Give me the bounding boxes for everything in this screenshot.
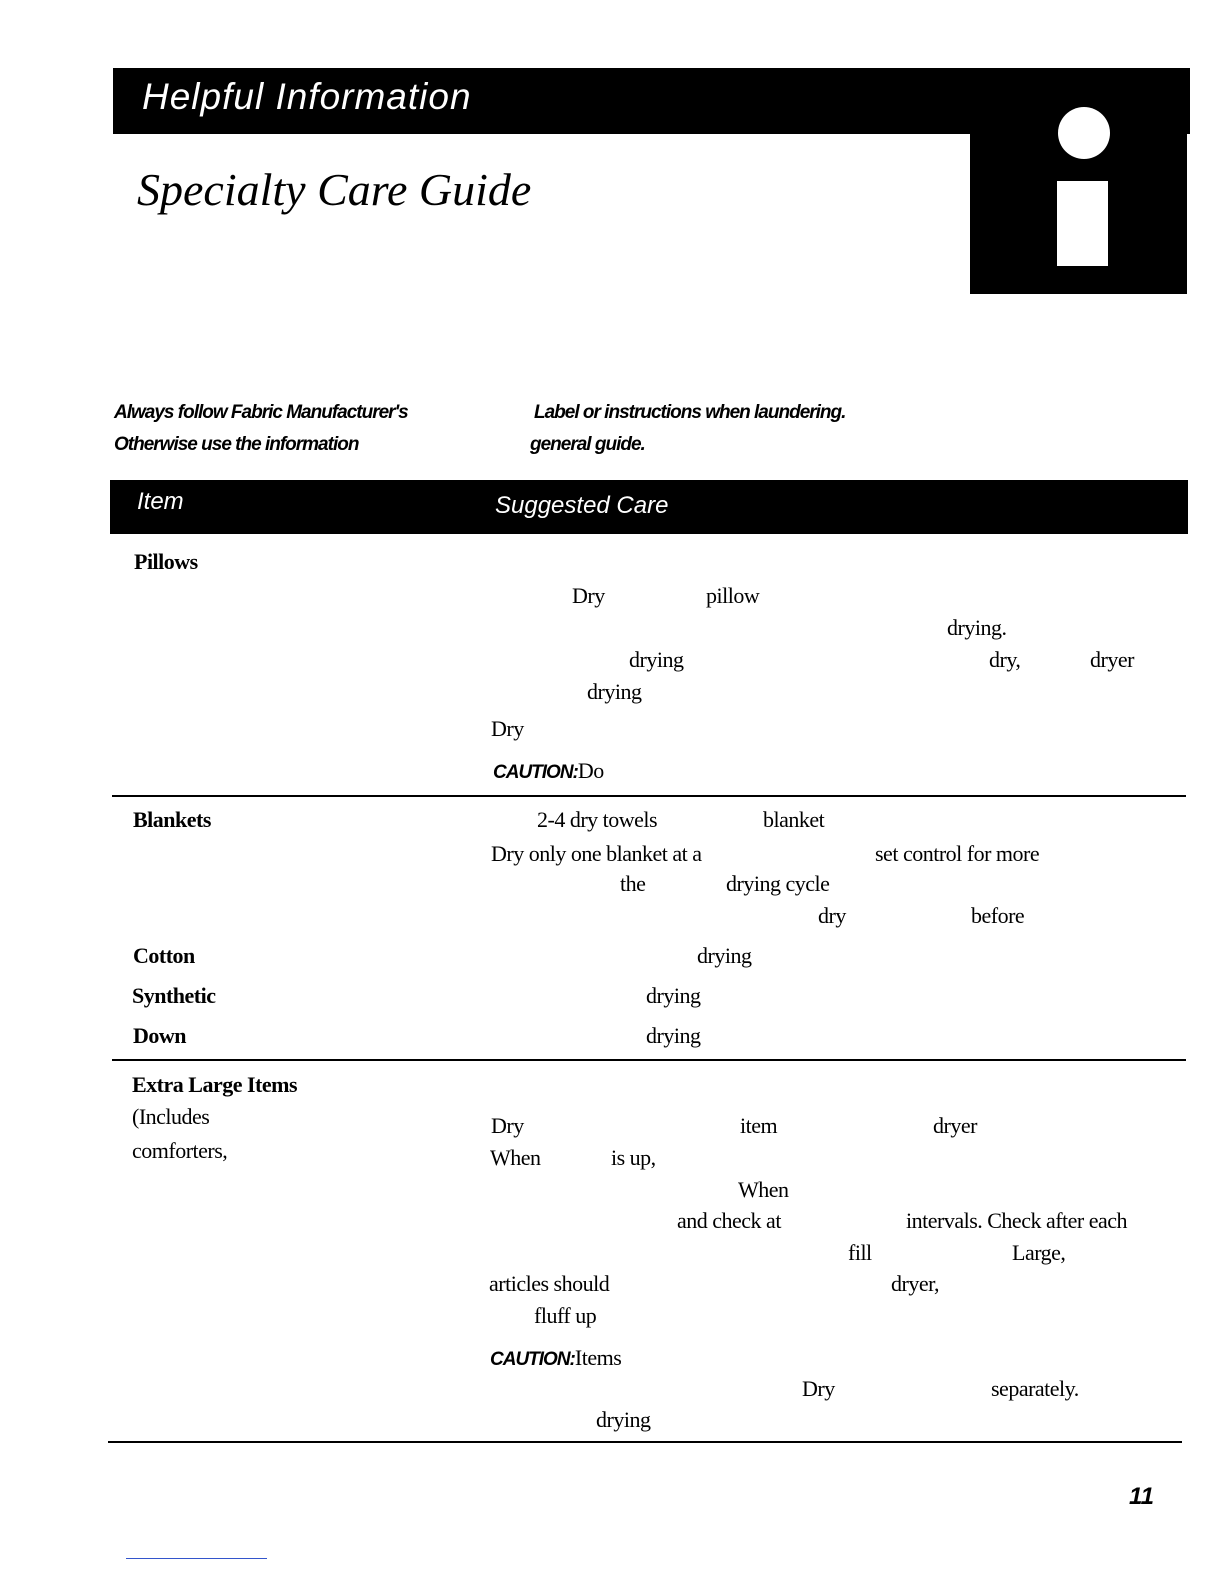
column-care-header: Suggested Care (495, 492, 669, 519)
extra-large-word: fill (848, 1240, 872, 1265)
blankets-word: the (620, 871, 646, 896)
pillows-word: dryer (1090, 647, 1134, 672)
extra-large-word: intervals. Check after each (906, 1208, 1128, 1233)
item-extra-large: Extra Large Items (132, 1072, 298, 1097)
extra-large-word: drying (596, 1407, 651, 1432)
extra-large-word: separately. (991, 1376, 1079, 1401)
extra-large-word: fluff up (534, 1303, 597, 1328)
extra-large-word: dryer, (891, 1271, 940, 1296)
page-title: Specialty Care Guide (137, 164, 532, 215)
extra-large-word: Dry (802, 1376, 835, 1401)
info-icon-bar (1057, 181, 1108, 266)
caution-label: CAUTION: (493, 762, 578, 783)
pillows-word: drying (629, 647, 684, 672)
extra-large-note: comforters, (132, 1138, 228, 1163)
blankets-word: before (971, 903, 1025, 928)
down-word: drying (646, 1023, 701, 1048)
blankets-word: set control for more (875, 841, 1040, 866)
extra-large-word: When (738, 1177, 789, 1202)
item-down: Down (133, 1023, 187, 1048)
divider (108, 1441, 1182, 1443)
pillows-word: drying. (947, 615, 1007, 640)
intro-line1-left: Always follow Fabric Manufacturer's (114, 402, 408, 423)
extra-large-word: Dry (491, 1113, 524, 1138)
pillows-word: dry, (989, 647, 1021, 672)
blankets-word: 2-4 dry towels (537, 807, 658, 832)
caution-text: Do (577, 758, 604, 783)
pillows-word: Dry (491, 716, 524, 741)
blankets-word: dry (818, 903, 846, 928)
item-pillows: Pillows (134, 549, 198, 574)
caution-text: Items (574, 1345, 622, 1370)
caution-label: CAUTION: (490, 1349, 575, 1370)
info-icon-dot (1058, 107, 1110, 159)
column-item-header: Item (137, 488, 184, 515)
footer-line (126, 1558, 267, 1559)
blankets-word: blanket (763, 807, 825, 832)
pillows-caution (493, 758, 604, 784)
extra-large-word: Large, (1012, 1240, 1066, 1265)
pillows-word: pillow (706, 583, 760, 608)
extra-large-word: When (490, 1145, 541, 1170)
section-title: Helpful Information (142, 76, 472, 117)
blankets-word: drying cycle (726, 871, 830, 896)
extra-large-word: is up, (611, 1145, 656, 1170)
divider (112, 1059, 1186, 1061)
item-synthetic: Synthetic (132, 983, 216, 1008)
divider (112, 795, 1186, 797)
synthetic-word: drying (646, 983, 701, 1008)
pillows-word: drying (587, 679, 642, 704)
intro-line1-right: Label or instructions when laundering. (534, 402, 846, 423)
extra-large-word: dryer (933, 1113, 977, 1138)
intro-line2-right: general guide. (530, 434, 645, 455)
item-cotton: Cotton (133, 943, 195, 968)
extra-large-note: (Includes (132, 1104, 210, 1129)
extra-large-caution (490, 1345, 621, 1371)
extra-large-word: item (740, 1113, 778, 1138)
page-number: 11 (1129, 1483, 1154, 1510)
item-blankets: Blankets (133, 807, 211, 832)
pillows-word: Dry (572, 583, 605, 608)
extra-large-word: and check at (677, 1208, 781, 1233)
blankets-word: Dry only one blanket at a (491, 841, 702, 866)
intro-line2-left: Otherwise use the information (114, 434, 359, 455)
cotton-word: drying (697, 943, 752, 968)
extra-large-word: articles should (489, 1271, 610, 1296)
